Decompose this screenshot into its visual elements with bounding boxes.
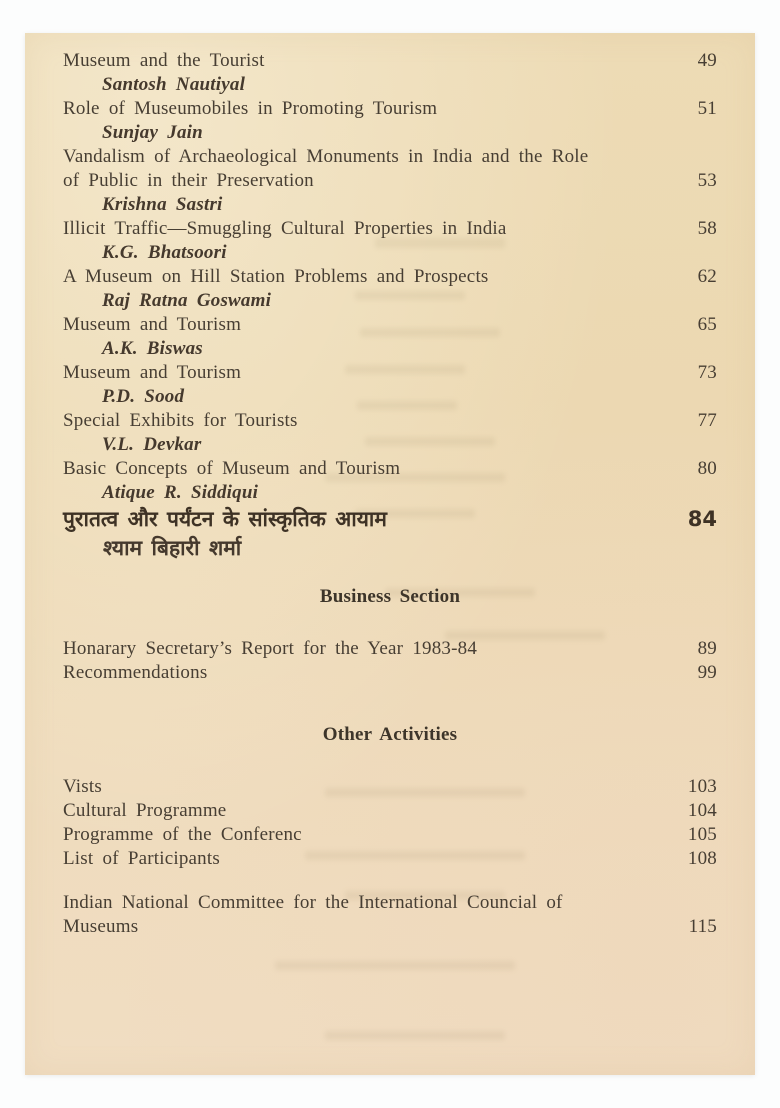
business-section-entries xyxy=(63,637,717,685)
toc-entry-hindi xyxy=(63,505,717,563)
entry-title: List of Participants xyxy=(63,848,220,869)
entry-author: Atique R. Siddiqui xyxy=(102,482,259,503)
table-of-contents xyxy=(25,33,755,939)
entry-page-number: 103 xyxy=(687,776,717,797)
entry-title-line2: of Public in their Preservation xyxy=(63,170,314,191)
toc-entry xyxy=(63,637,717,661)
scanned-page-sheet xyxy=(25,33,755,1075)
toc-entry xyxy=(63,361,717,409)
toc-entry xyxy=(63,313,717,361)
entry-page-number: 73 xyxy=(697,362,717,383)
toc-entry xyxy=(63,97,717,145)
entry-page-number: 53 xyxy=(697,170,717,191)
entry-title: Recommendations xyxy=(63,662,208,683)
entry-page-number: 65 xyxy=(697,314,717,335)
entry-page-number: 99 xyxy=(697,662,717,683)
entry-title: Vists xyxy=(63,776,102,797)
entry-author: P.D. Sood xyxy=(102,386,185,407)
entry-author: K.G. Bhatsoori xyxy=(102,242,227,263)
entry-title: Cultural Programme xyxy=(63,800,227,821)
entry-page-number: 62 xyxy=(697,266,717,287)
entry-page-number: 80 xyxy=(697,458,717,479)
toc-entry xyxy=(63,661,717,685)
other-activities-entries xyxy=(63,775,717,871)
toc-entry xyxy=(63,799,717,823)
entry-title: Role of Museumobiles in Promoting Tourism xyxy=(63,98,438,119)
toc-entry xyxy=(63,457,717,505)
toc-entry xyxy=(63,217,717,265)
toc-entry xyxy=(63,49,717,97)
entry-title: Honarary Secretary’s Report for the Year 1983-84 xyxy=(63,638,478,659)
entry-title: पुरातत्व और पर्यंटन के सांस्कृतिक आयाम xyxy=(63,507,387,531)
toc-entry xyxy=(63,265,717,313)
entry-page-number: 115 xyxy=(688,916,717,937)
bleedthrough-smudge xyxy=(275,961,515,970)
entry-title: Vandalism of Archaeological Monuments in India and the Role xyxy=(63,146,589,167)
section-heading-business: Business Section xyxy=(319,586,461,607)
entry-title: Museum and Tourism xyxy=(63,362,242,383)
toc-entry xyxy=(63,823,717,847)
entry-author: A.K. Biswas xyxy=(102,338,203,359)
entry-title: Indian National Committee for the International Councial of xyxy=(63,892,563,913)
entry-title: Basic Concepts of Museum and Tourism xyxy=(63,458,401,479)
entry-author: Sunjay Jain xyxy=(102,122,203,143)
entry-title: Museum and Tourism xyxy=(63,314,242,335)
entry-page-number: 84 xyxy=(687,507,717,531)
section-heading-other-activities: Other Activities xyxy=(322,724,458,745)
entry-title-line2: Museums xyxy=(63,916,139,937)
entry-author: श्याम बिहारी शर्मा xyxy=(103,536,242,560)
toc-entry xyxy=(63,145,717,217)
entry-title: Programme of the Conferenc xyxy=(63,824,302,845)
toc-entry xyxy=(63,847,717,871)
entry-page-number: 51 xyxy=(697,98,717,119)
entry-page-number: 105 xyxy=(687,824,717,845)
entry-author: Santosh Nautiyal xyxy=(102,74,246,95)
entry-page-number: 49 xyxy=(697,50,717,71)
entry-page-number: 104 xyxy=(687,800,717,821)
entry-title: Museum and the Tourist xyxy=(63,50,265,71)
entry-page-number: 108 xyxy=(687,848,717,869)
entry-author: Krishna Sastri xyxy=(102,194,223,215)
entry-author: Raj Ratna Goswami xyxy=(102,290,272,311)
entry-page-number: 58 xyxy=(697,218,717,239)
entry-title: Special Exhibits for Tourists xyxy=(63,410,298,431)
bleedthrough-smudge xyxy=(325,1031,505,1040)
toc-entry xyxy=(63,775,717,799)
toc-entry xyxy=(63,891,717,939)
entry-author: V.L. Devkar xyxy=(102,434,202,455)
entry-title: A Museum on Hill Station Problems and Prospects xyxy=(63,266,489,287)
entry-page-number: 77 xyxy=(697,410,717,431)
entry-page-number: 89 xyxy=(697,638,717,659)
toc-entry xyxy=(63,409,717,457)
entry-title: Illicit Traffic—Smuggling Cultural Properties in India xyxy=(63,218,507,239)
